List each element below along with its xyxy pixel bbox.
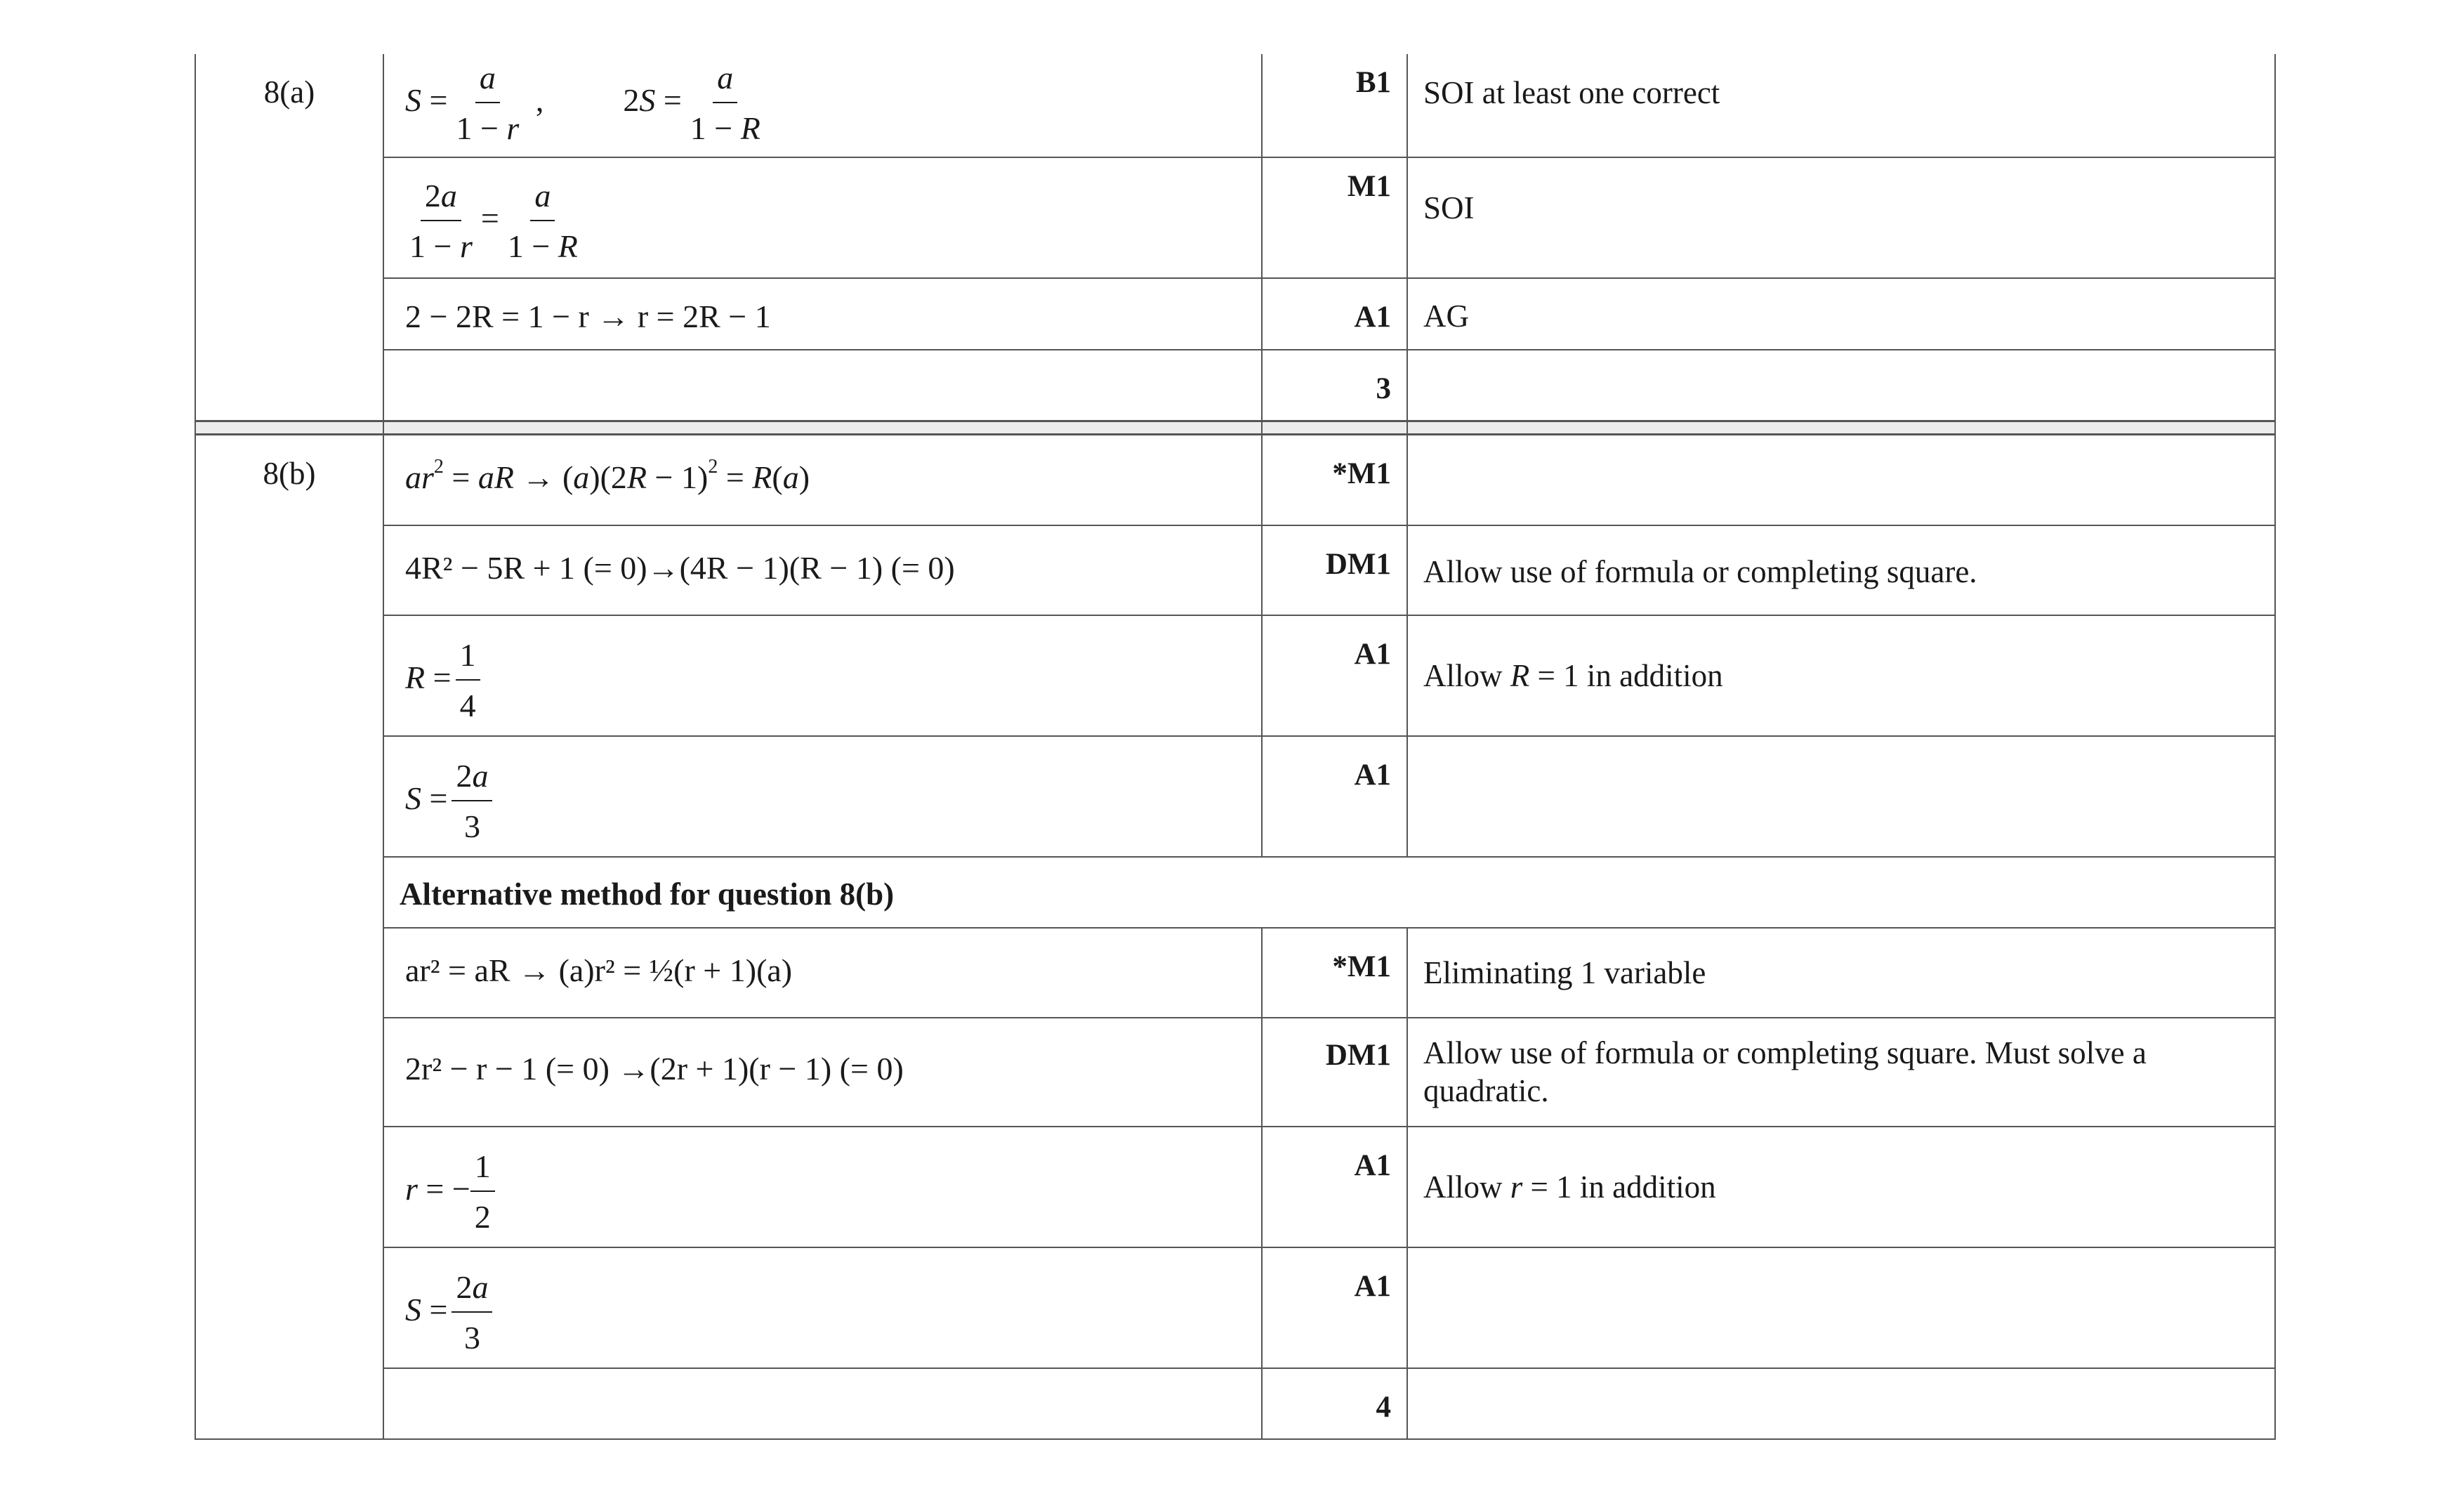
answer-cell [383,928,1262,1018]
mark-cell: DM1 [1262,525,1407,615]
table-row [195,434,2275,525]
guidance-cell: SOI at least one correct [1407,54,2275,157]
answer-cell [383,350,1262,421]
answer-cell [383,434,1262,525]
answer-cell [383,54,1262,157]
equation-substitution: $ar^2$ = aR → $(a)(2R - 1)^2 = R(a)$ [405,455,810,495]
table-row [195,857,2275,928]
equation-sum-formulas: S = $\frac{a}{1 - r}$ , 2S = $\frac{a}{1 - R}$ [405,82,769,118]
alternative-method-heading: Alternative method for question 8(b) [383,857,2275,928]
mark-cell: DM1 [1262,1018,1407,1127]
equation-quadratic-r: 2r² − r − 1 (= 0) →(2r + 1)(r − 1) (= 0) [405,1051,904,1087]
equation-quadratic-R: 4R² − 5R + 1 (= 0)→(4R − 1)(R − 1) (= 0) [405,550,955,586]
mark-cell: B1 [1262,54,1407,157]
mark-cell: *M1 [1262,928,1407,1018]
equation-R-value: R = $\frac{1}{4}$ [405,660,485,695]
equation-S-value-alt: S = $\frac{2a}{3}$ [405,1292,496,1327]
answer-cell [383,1127,1262,1247]
guidance-text: = 1 in addition [1522,1169,1716,1205]
mark-cell: A1 [1262,736,1407,857]
guidance-text: Allow [1423,1169,1510,1205]
guidance-cell: Eliminating 1 variable [1407,928,2275,1018]
separator-cell [1407,421,2275,434]
answer-cell [383,1247,1262,1368]
guidance-cell [1407,1368,2275,1439]
guidance-cell [1407,615,2275,736]
separator-cell [195,421,383,434]
guidance-cell [1407,736,2275,857]
guidance-text: Allow [1423,658,1510,693]
guidance-cell [1407,1247,2275,1368]
table-row [195,157,2275,278]
guidance-variable: R [1510,658,1530,693]
mark-cell: A1 [1262,1247,1407,1368]
guidance-cell [1407,434,2275,525]
guidance-cell: SOI [1407,157,2275,278]
table-row [195,525,2275,615]
guidance-cell [1407,350,2275,421]
table-row [195,278,2275,350]
table-row [195,1127,2275,1247]
table-row [195,1247,2275,1368]
guidance-cell: AG [1407,278,2275,350]
mark-cell: M1 [1262,157,1407,278]
mark-cell: A1 [1262,615,1407,736]
table-row [195,350,2275,421]
answer-cell [383,615,1262,736]
total-mark: 4 [1262,1368,1407,1439]
mark-cell: A1 [1262,1127,1407,1247]
equation-S-value: S = $\frac{2a}{3}$ [405,780,496,816]
guidance-text: = 1 in addition [1529,658,1723,693]
table-row [195,615,2275,736]
answer-cell [383,525,1262,615]
total-mark: 3 [1262,350,1407,421]
table-row [195,1368,2275,1439]
answer-cell [383,1368,1262,1439]
table-row [195,928,2275,1018]
guidance-cell: Allow use of formula or completing square. Must solve a quadratic. [1407,1018,2275,1127]
table-row [195,54,2275,157]
equation-ratio: $\frac{2a}{1 - r}$ = $\frac{a}{1 - R}$ [405,200,586,236]
table-row [195,1018,2275,1127]
section-separator [195,421,2275,434]
equation-result: 2 − 2R = 1 − r → r = 2R − 1 [405,299,771,334]
answer-cell [383,736,1262,857]
guidance-variable: r [1510,1169,1523,1205]
guidance-cell [1407,1127,2275,1247]
guidance-cell: Allow use of formula or completing square. [1407,525,2275,615]
separator-cell [383,421,1262,434]
answer-cell [383,157,1262,278]
answer-cell [383,278,1262,350]
equation-r-value: r = − $\frac{1}{2}$ [405,1171,499,1207]
separator-cell [1262,421,1407,434]
question-label: 8(b) [195,434,383,1439]
mark-cell: *M1 [1262,434,1407,525]
table-row [195,736,2275,857]
question-label: 8(a) [195,54,383,421]
mark-cell: A1 [1262,278,1407,350]
equation-substitution-alt: ar² = aR → (a)r² = ½(r + 1)(a) [405,952,793,988]
answer-cell [383,1018,1262,1127]
mark-scheme-table [195,54,2276,1440]
